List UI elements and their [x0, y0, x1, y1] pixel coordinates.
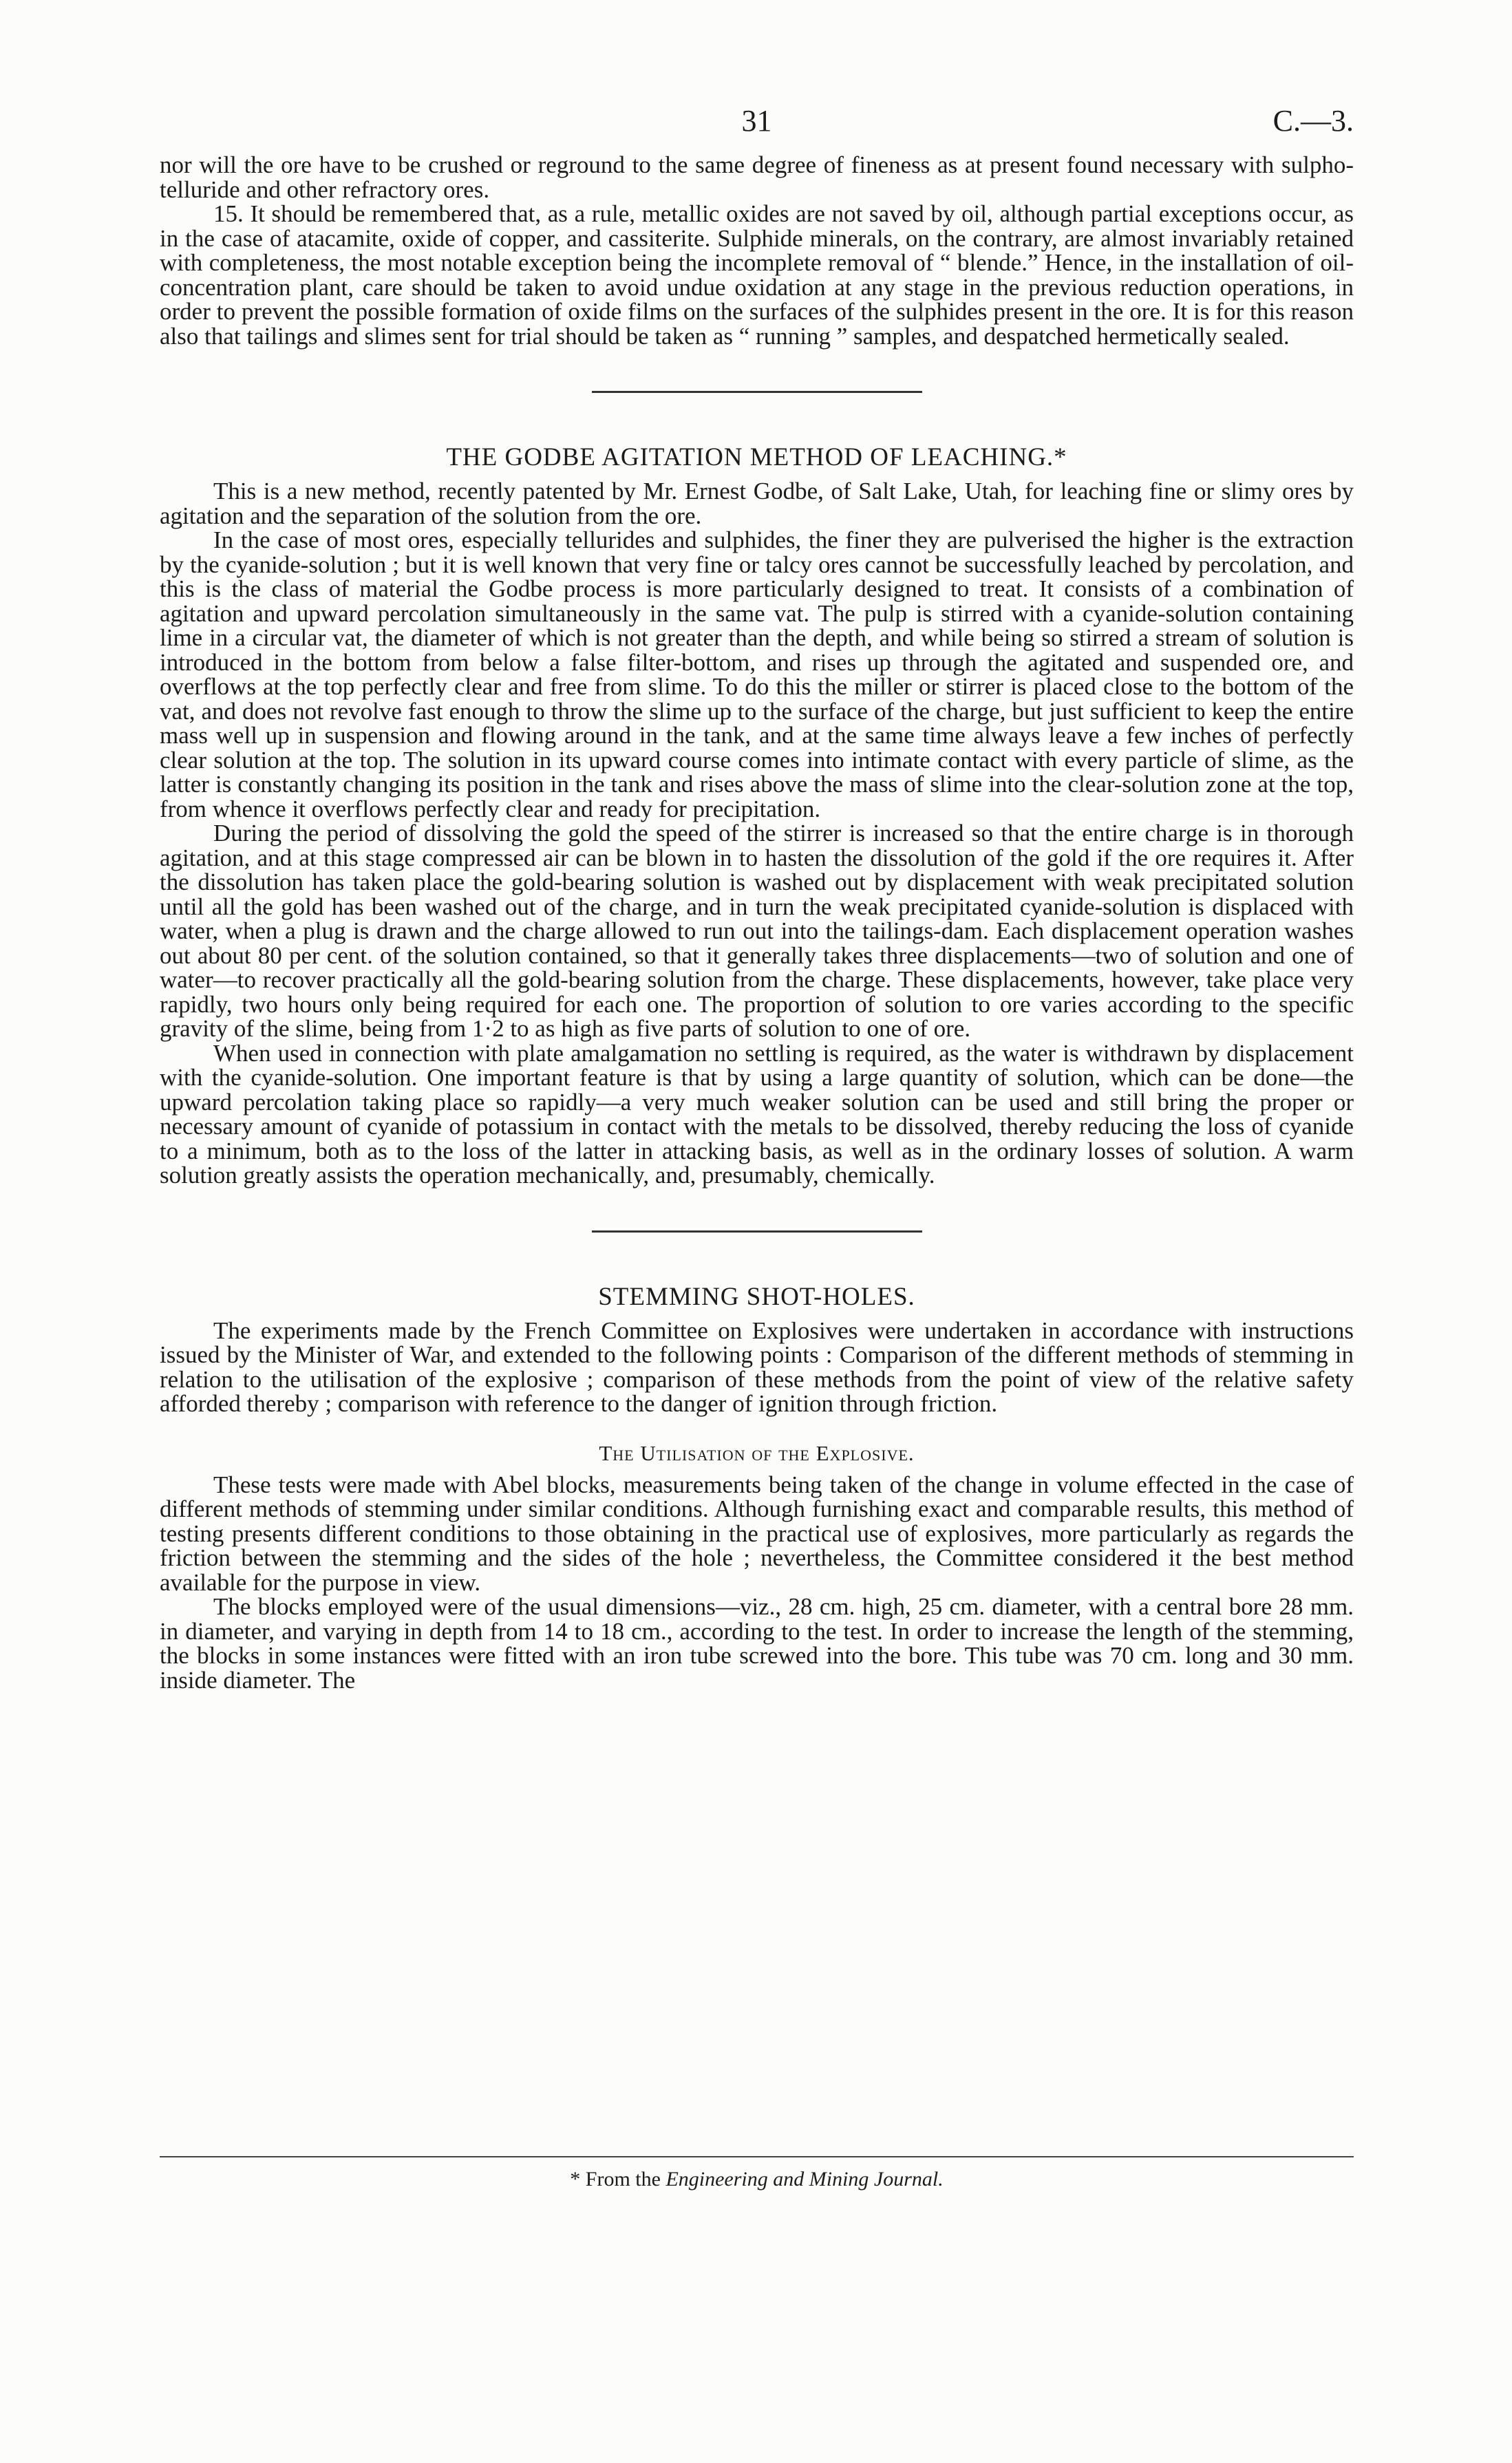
paragraph: 15. It should be remembered that, as a rule, metallic oxides are not saved by oil, although partial exceptions occur, as in the case of atacamite, oxide of copper, and cassiterite. Sulphide minerals, on the contrary, are almost invariably retained with completeness, the most notable exception being the incomplete removal of “ blende.” Hence, in the installation of oil-concentration plant, care should be taken to avoid undue oxidation at any stage in the previous reduction operations, in order to prevent the possible formation of oxide films on the surfaces of the sulphides present in the ore. It is for this reason also that tailings and slimes sent for trial should be taken as “ running ” samples, and despatched hermetically sealed.: [160, 200, 1354, 350]
section-title: STEMMING SHOT-HOLES.: [598, 1282, 915, 1311]
page: [160, 103, 1354, 1692]
intro-section: [160, 153, 1354, 348]
paragraph: The blocks employed were of the usual dimensions—viz., 28 cm. high, 25 cm. diameter, with a central bore 28 mm. in diameter, and varying in depth from 14 to 18 cm., according to the test. In order to increase the length of the stemming, the blocks in some instances were fitted with an iron tube screwed into the bore. This tube was 70 cm. long and 30 mm. inside diameter. The: [160, 1593, 1354, 1694]
footnote-prefix: * From the: [570, 2168, 666, 2190]
paragraph: During the period of dissolving the gold the speed of the stirrer is increased so that the entire charge is in thorough agitation, and at this stage compressed air can be blown in to hasten the dissolution of the gold if the ore requires it. After the dissolution has taken place the gold-bearing solution is washed out by displacement with weak precipitated solution until all the gold has been washed out of the charge, and in turn the weak precipitated cyanide-solution is displaced with water, when a plug is drawn and the charge allowed to run out into the tailings-dam. Each displacement operation washes out about 80 per cent. of the solution contained, so that it generally takes three displacements—two of solution and one of water—to recover practically all the gold-bearing solution from the charge. These displacements, however, take place very rapidly, two hours only being required for each one. The proportion of solution to ore varies according to the specific gravity of the slime, being from 1·2 to as high as five parts of solution to one of ore.: [160, 820, 1354, 1042]
section-divider: [592, 391, 922, 393]
footnote: [160, 2168, 1354, 2191]
paragraph: In the case of most ores, especially tellurides and sulphides, the finer they are pulverised the higher is the extraction by the cyanide-solution ; but it is well known that very fine or talcy ores cannot be successfully leached by percolation, and this is the class of material the Godbe process is more particularly designed to treat. It consists of a combination of agitation and upward percolation simultaneously in the same vat. The pulp is stirred with a cyanide-solution containing lime in a circular vat, the diameter of which is not greater than the depth, and while being so stirred a stream of solution is introduced in the bottom from below a false filter-bottom, and rises up through the agitated and suspended ore, and overflows at the top perfectly clear and free from slime. To do this the miller or stirrer is placed close to the bottom of the vat, and does not revolve fast enough to throw the slime up to the surface of the charge, but just sufficient to keep the entire mass well up in suspension and flowing around in the tank, and at the same time always leave a few inches of perfectly clear solution at the top. The solution in its upward course comes into intimate contact with every particle of slime, as the latter is constantly changing its position in the tank and rises above the mass of slime into the clear-solution zone at the top, from whence it overflows perfectly clear and ready for precipitation.: [160, 526, 1354, 822]
footnote-source: Engineering and Mining Journal.: [666, 2168, 944, 2190]
godbe-section: [160, 443, 1354, 1188]
paragraph: This is a new method, recently patented by Mr. Ernest Godbe, of Salt Lake, Utah, for leaching fine or slimy ores by agitation and the separation of the solution from the ore.: [160, 478, 1354, 529]
paragraph: nor will the ore have to be crushed or reground to the same degree of fineness as at present found necessary with sulpho-telluride and other refractory ores.: [160, 151, 1354, 203]
paragraph: When used in connection with plate amalgamation no settling is required, as the water is withdrawn by displacement with the cyanide-solution. One important feature is that by using a large quantity of solution, which can be done—the upward percolation taking place so rapidly—a very much weaker solution can be used and still bring the proper or necessary amount of cyanide of potassium in contact with the metals to be dissolved, thereby reducing the loss of cyanide to a minimum, both as to the loss of the latter in attacking basis, as well as in the ordinary losses of solution. A warm solution greatly assists the operation mechanically, and, presumably, chemically.: [160, 1039, 1354, 1188]
section-title: THE GODBE AGITATION METHOD OF LEACHING.*: [446, 443, 1067, 471]
page-header: [160, 103, 1354, 153]
series-number: C.—3.: [1273, 104, 1354, 138]
page-number: 31: [741, 104, 772, 138]
stemming-section: [160, 1282, 1354, 1693]
section-divider: [592, 1230, 922, 1233]
paragraph: The experiments made by the French Committee on Explosives were undertaken in accordance with instructions issued by the Minister of War, and extended to the following points : Comparison of the different methods of stemming in relation to the utilisation of the explosive ; comparison of these methods from the point of view of the relative safety afforded thereby ; comparison with reference to the danger of ignition through friction.: [160, 1316, 1354, 1417]
footnote-divider: [160, 2156, 1354, 2157]
subsection-title: The Utilisation of the Explosive.: [599, 1440, 915, 1465]
paragraph: These tests were made with Abel blocks, measurements being taken of the change in volume effected in the case of different methods of stemming under similar conditions. Although furnishing exact and comparable results, this method of testing presents different conditions to those obtaining in the practical use of explosives, more particularly as regards the friction between the stemming and the sides of the hole ; nevertheless, the Committee considered it the best method available for the purpose in view.: [160, 1471, 1354, 1596]
